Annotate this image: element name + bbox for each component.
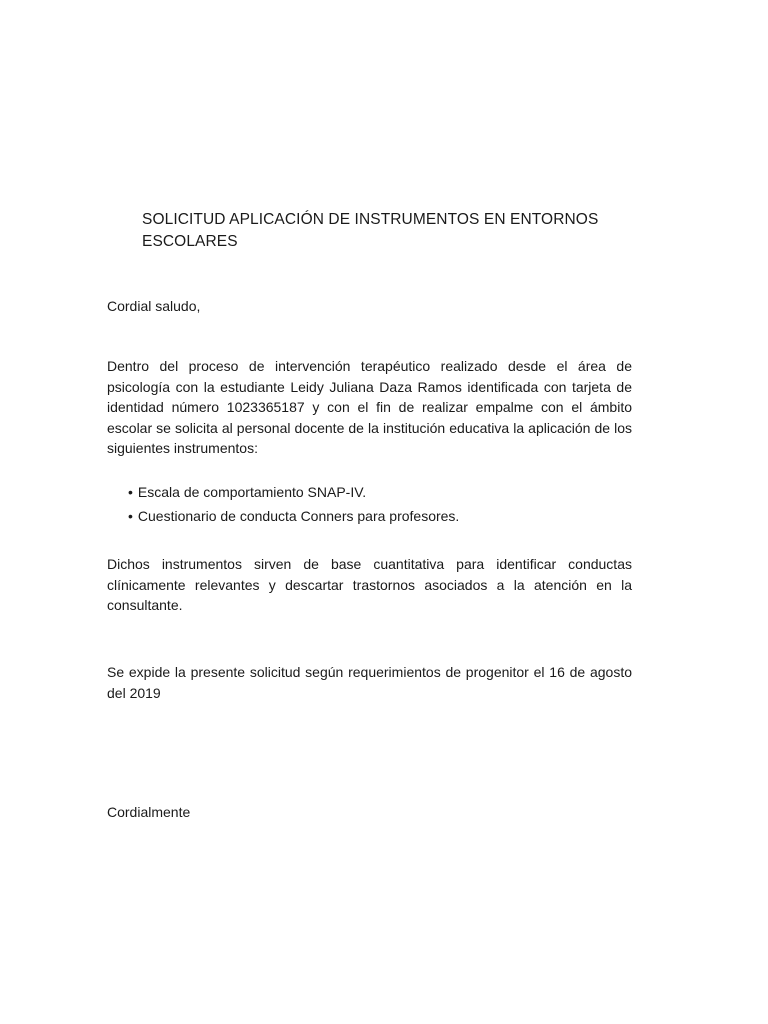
instrument-label: Cuestionario de conducta Conners para profesores. xyxy=(137,508,460,524)
instrument-item-conners xyxy=(128,504,459,528)
issue-paragraph: Se expide la presente solicitud según requerimientos de progenitor el 16 de agosto del 2019 xyxy=(107,664,632,701)
instrument-list xyxy=(128,480,459,528)
closing: Cordialmente xyxy=(107,804,191,820)
greeting: Cordial saludo, xyxy=(107,298,201,314)
instrument-item-snap-iv xyxy=(128,480,459,504)
intro-paragraph: Dentro del proceso de intervención terapéutico realizado desde el área de psicología con la estudiante Leidy Juliana Daza Ramos identificada con tarjeta de identidad número 1023365187 y con el fin de realizar empalme con el ámbito escolar se solicita al personal docente de la institución educativa la aplicación de los siguientes instrumentos: xyxy=(107,358,632,456)
purpose-paragraph: Dichos instrumentos sirven de base cuantitativa para identificar conductas clínicamente relevantes y descartar trastornos asociados a la atención en la consultante. xyxy=(107,556,632,613)
document-title: SOLICITUD APLICACIÓN DE INSTRUMENTOS EN ENTORNOS ESCOLARES xyxy=(142,211,599,250)
instrument-label: Escala de comportamiento SNAP-IV. xyxy=(137,484,367,500)
